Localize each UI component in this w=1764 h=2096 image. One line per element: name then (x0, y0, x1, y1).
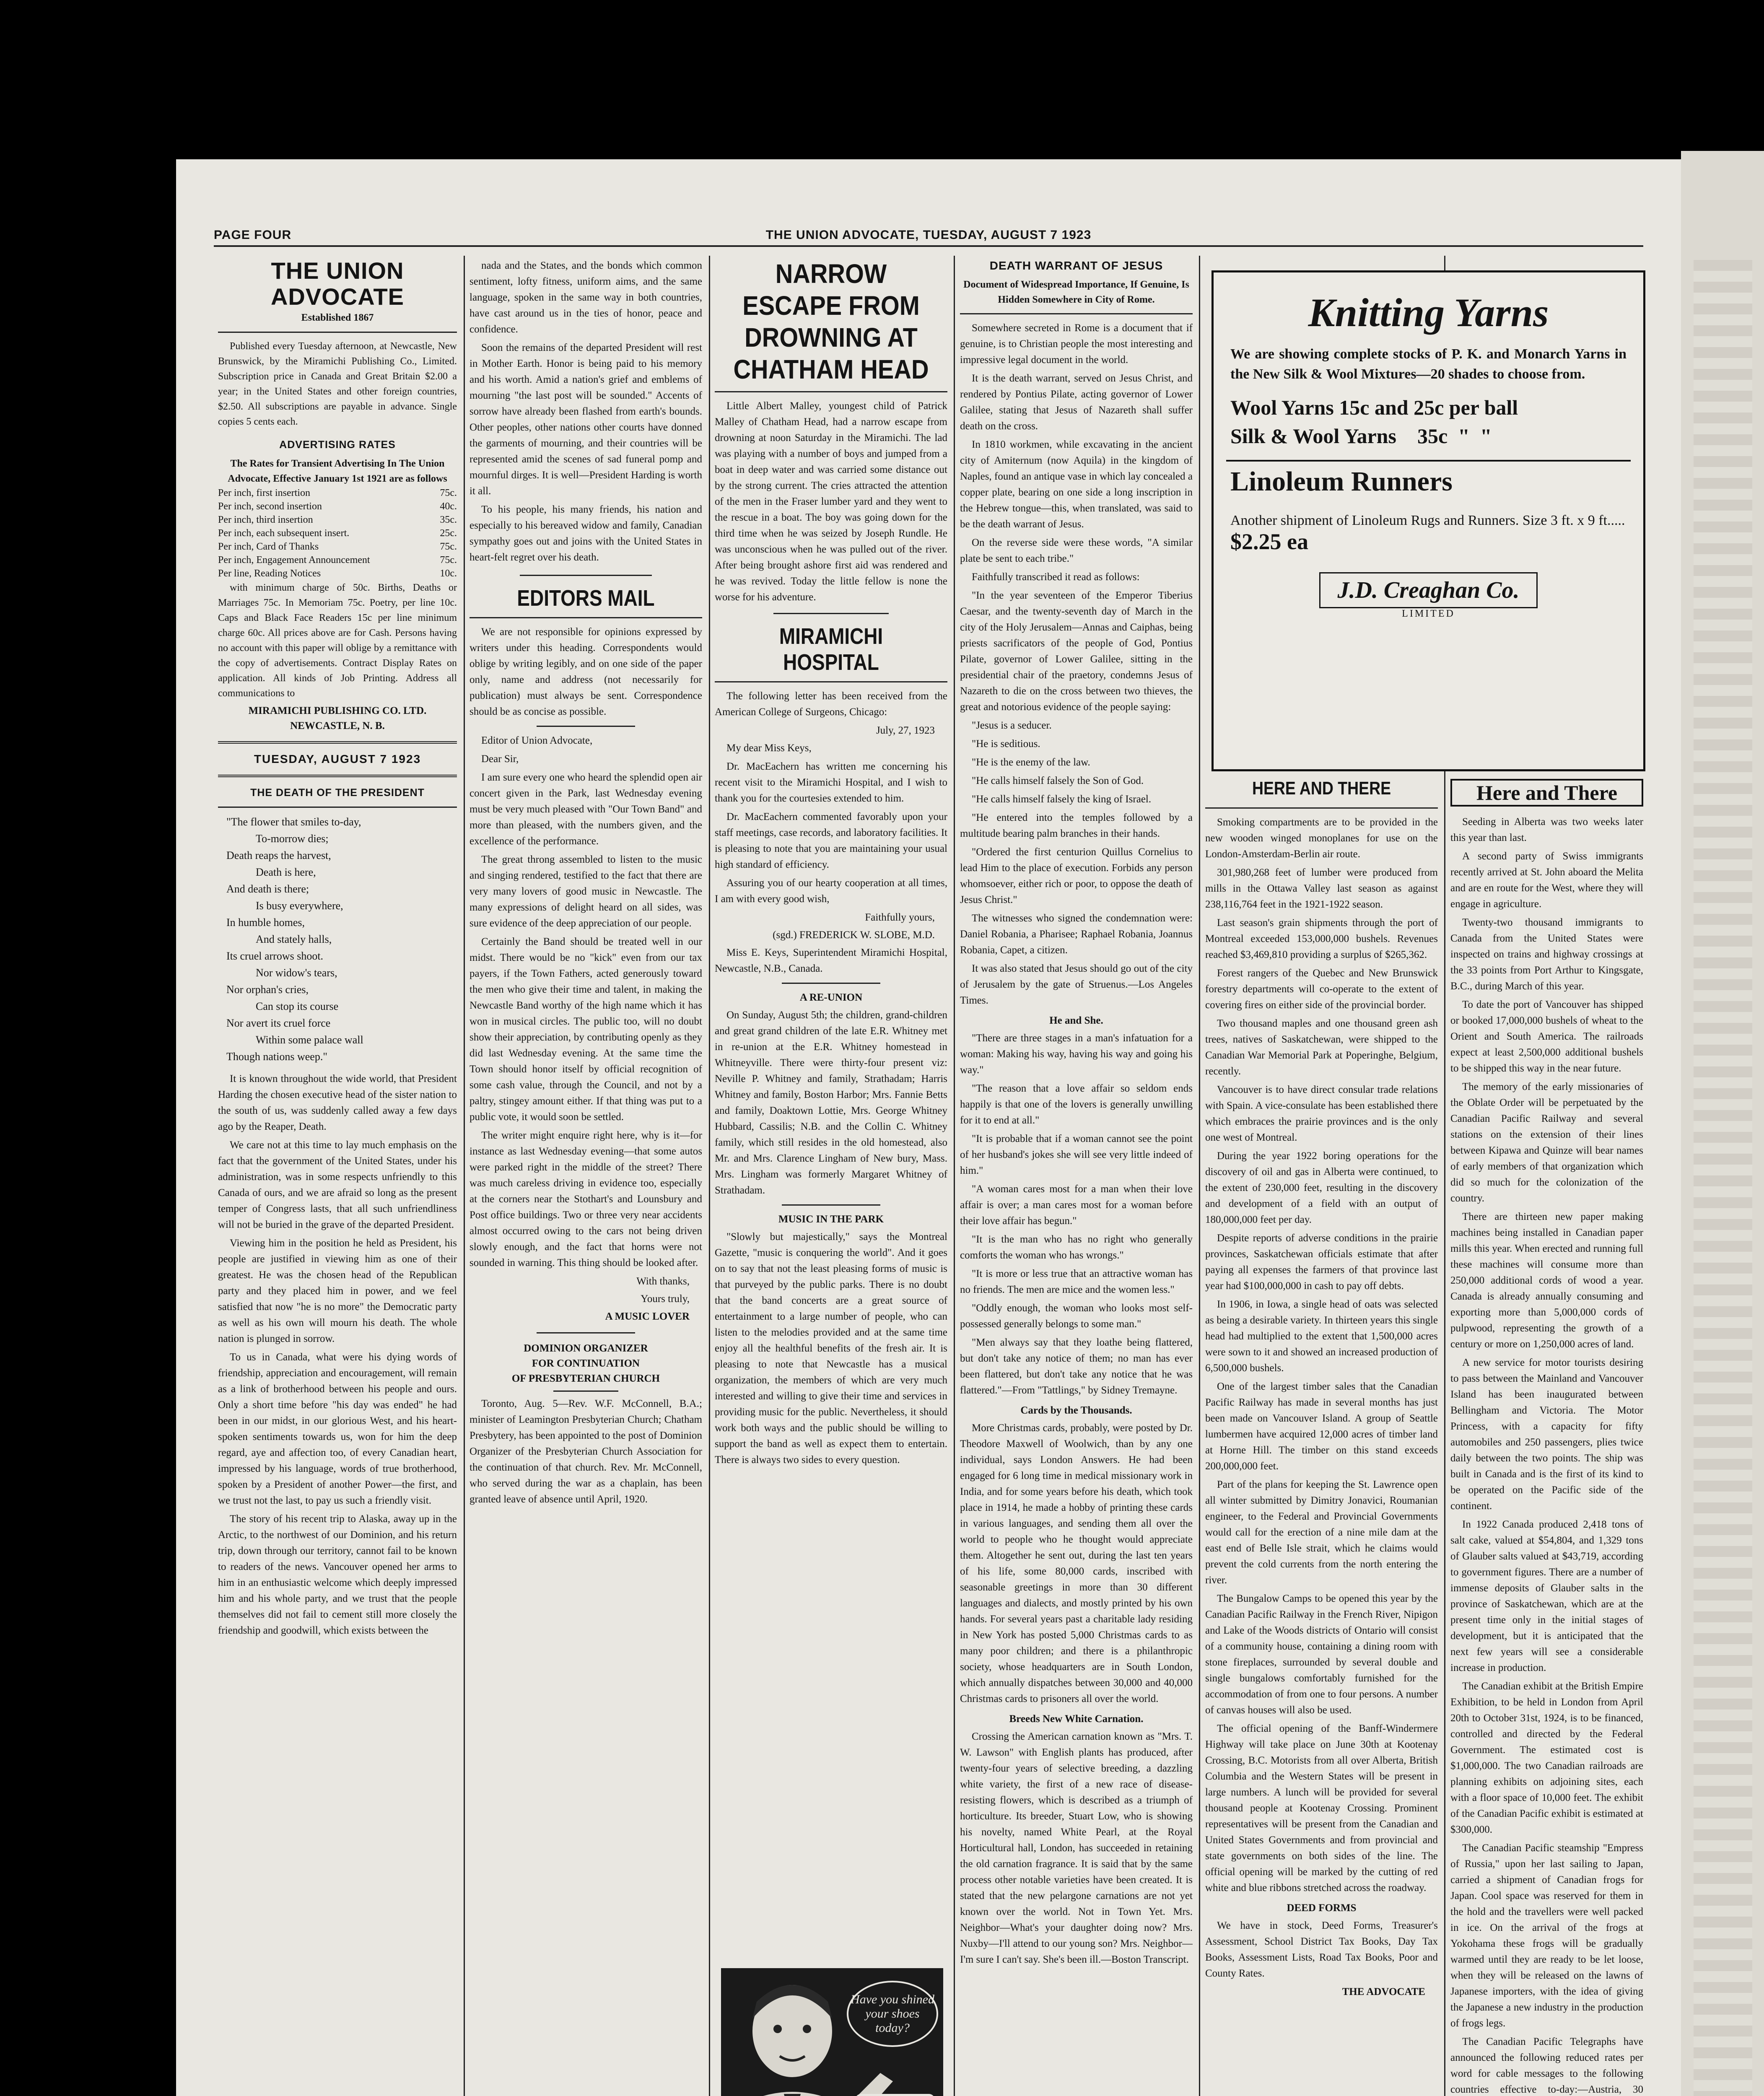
page-number: PAGE FOUR (214, 228, 292, 242)
warrant-paragraph: "He entered into the temples followed by a multitude bearing palm branches in their hands. (960, 812, 1193, 839)
death-warrant-title: DEATH WARRANT OF JESUS (989, 259, 1163, 272)
organizer-title-3: OF PRESBYTERIAN CHURCH (511, 1373, 660, 1384)
he-she-paragraph: "The reason that a love affair so seldom ends happily is that one of the lovers is generally unwilling for it to end at all." (960, 1083, 1193, 1126)
poem-line: Nor avert its cruel force (226, 1017, 331, 1029)
column-2 (470, 258, 702, 2096)
knitting-yarns-ad (1211, 270, 1645, 771)
narrow-escape-title: NARROW ESCAPE FROM DROWNING AT CHATHAM HEAD (733, 259, 929, 384)
cards-title: Cards by the Thousands. (1020, 1405, 1132, 1416)
shoe-question: Have you shined your shoes today? (847, 1981, 938, 2047)
rate-row (218, 527, 457, 540)
polish-tin (855, 2094, 935, 2096)
rate-row (218, 513, 457, 527)
death-paragraph: Soon the remains of the departed President will rest in Mother Earth. Honor is being paid to his memory and his worth. Amid a nation's grief and emblems of mourning "the last post will be sounded." Accents of sorrow have already been flashed from earth's bounds. Other peoples, other nations other courts have donned the garments of mourning, and their countries will be represented amid the scenes of sad funeral pomp and mournful dirges. It is well—President Harding is worth it all. (470, 342, 702, 497)
death-article-title: THE DEATH OF THE PRESIDENT (250, 787, 425, 799)
rate-row (218, 500, 457, 513)
rate-row (218, 540, 457, 553)
he-she-title: He and She. (1049, 1015, 1103, 1026)
letter-paragraph: The great throng assembled to listen to the music and singing rendered, testified to the fact that there are very many lovers of good music in Newcastle. The many expressions of delight heard on all sides, was sure evidence of the deep appreciation of our people. (470, 854, 702, 929)
death-article-continued (470, 258, 702, 566)
he-she-paragraph: "It is the man who has no right who generally comforts the woman who has wrongs." (960, 1234, 1193, 1261)
column-6 (1450, 776, 1643, 2096)
divider (553, 1390, 618, 1392)
masthead-established: Established 1867 (301, 312, 374, 323)
poem-line: Is busy everywhere, (256, 900, 343, 912)
divider (520, 575, 652, 576)
masthead-intro: Published every Tuesday afternoon, at Newcastle, New Brunswick, by the Miramichi Publishing Co., Limited. Subscription price in Canada and Great Britain $2.00 a year; in the United States and other foreign countries, $2.50. All subscriptions are payable in advance. Single copies 5 cents each. (218, 341, 457, 427)
here-and-there-item: The Canadian Pacific Telegraphs have announced the following reduced rates per word for cable messages to the following countries effective to-day:—Austria, 30 (1450, 2036, 1643, 2095)
warrant-paragraph: Faithfully transcribed it read as follows: (972, 571, 1140, 583)
letter-signed: A MUSIC LOVER (605, 1311, 690, 1322)
rate-item: Per inch, second insertion (218, 501, 322, 512)
warrant-paragraph: "Jesus is a seducer. (972, 720, 1052, 731)
warrant-paragraph: "Ordered the first centurion Quillus Cornelius to lead Him to the place of execution. Forbids any person whomsoever, either rich or poor, to oppose the death of Jesus Christ." (960, 846, 1193, 905)
knitting-title: Knitting Yarns (1308, 290, 1549, 335)
hospital-address: Miss E. Keys, Superintendent Miramichi Hospital, Newcastle, N.B., Canada. (715, 947, 947, 974)
yarn-price-line-1: Wool Yarns 15c and 25c per ball (1230, 396, 1518, 419)
here-there-item: The official opening of the Banff-Windermere Highway will take place on June 30th at Kootenay Crossing, B.C. Motorists from all over Alberta, British Columbia and the Western States will be present in large numbers. A lunch will be provided for several thousand people at Kootenay Crossing. Prominent representatives will be present from the Canadian and United States Governments and from provincial and state governments on both sides of the line. The official opening will be marked by the cutting of red white and blue ribbons stretched across the roadway. (1205, 1723, 1438, 1894)
adjacent-page-text (1694, 260, 1752, 2096)
warrant-paragraph: On the reverse side were these words, "A similar plate be sent to each tribe." (960, 537, 1193, 564)
here-and-there-box-title: Here and There (1450, 779, 1643, 807)
store-name: J.D. Creaghan Co. (1319, 572, 1537, 608)
warrant-paragraph: It is the death warrant, served on Jesus Christ, and rendered by Pontius Pilate, acting governor of Lower Galilee, stating that Jesus of Nazareth shall suffer death on the cross. (960, 373, 1193, 432)
divider (218, 807, 457, 808)
rates-tail: with minimum charge of 50c. Births, Deaths or Marriages 75c. In Memoriam 75c. Poetry, per line 10c. Caps and Black Face Readers 15c per line minimum charge 60c. All prices above are for Cash. Persons having no account with this paper will oblige by a remittance with the copy of advertisements. Contract Display Rates on application. All kinds of Job Printing. Address all communications to (218, 582, 457, 699)
here-there-item: One of the largest timber sales that the Canadian Pacific Railway has made in several months has just been made on Vancouver Island. A group of Seattle lumbermen have acquired 12,000 acres of timber land at Horne Hill. The timber on this stand exceeds 200,000,000 feet. (1205, 1381, 1438, 1472)
here-there-item: The Bungalow Camps to be opened this year by the Canadian Pacific Railway in the French River, Nipigon and Lake of the Woods districts of Ontario will consist of a community house, containing a dining room with stone fireplaces, surrounded by several double and single bungalows comfortably furnished for the accommodation of from one to four persons. A number of canvas houses will also be used. (1205, 1593, 1438, 1716)
letter-body (470, 770, 702, 1271)
he-she-paragraph: "Men always say that they loathe being flattered, but don't take any notice of them; no man has ever been flattered, but don't take any notice that he was flattered."—From "Tattlings," by Sidney Tremayne. (960, 1337, 1193, 1396)
header-title: THE UNION ADVOCATE, TUESDAY, AUGUST 7 1923 (765, 228, 1092, 242)
poem-line: And stately halls, (256, 933, 332, 945)
rate-price: 75c. (440, 541, 457, 552)
hospital-body (715, 759, 947, 907)
organizer-text: Toronto, Aug. 5—Rev. W.F. McConnell, B.A.; minister of Leamington Presbyterian Church; Chatham Presbytery, has been appointed to the post of Dominion Organizer of the Presbyterian Church Association for the continuation of that church. Rev. Mr. McConnell, who served during the war as a chaplain, has been granted leave of absence until April, 1920. (470, 1398, 702, 1505)
poem-line: Within some palace wall (256, 1034, 363, 1046)
he-she-paragraph: "There are three stages in a man's infatuation for a woman: Making his way, having his way and going his way." (960, 1032, 1193, 1076)
rate-item: Per inch, third insertion (218, 514, 313, 525)
rate-item: Per inch, each subsequent insert. (218, 528, 350, 539)
divider (773, 613, 889, 614)
warrant-paragraph: "He is seditious. (972, 738, 1040, 750)
newspaper-page (176, 159, 1681, 2096)
divider (1205, 807, 1438, 809)
here-there-item: During the year 1922 boring operations for the discovery of oil and gas in Alberta were continued, to the extent of 230,000 feet, resulting in the discovery and development of a field with an output of 180,000,000 feet per day. (1205, 1150, 1438, 1225)
shoe-polish-ad (721, 1968, 943, 2096)
store-signature (1214, 572, 1643, 620)
rate-price: 35c. (440, 514, 457, 525)
column-3 (715, 258, 947, 2096)
death-poem (218, 814, 457, 1065)
here-and-there-item: The Canadian Pacific steamship "Empress of Russia," upon her last sailing to Japan, carried a shipment of Canadian frogs for Japan. Cool space was reserved for them in the hold and the travellers were well packed in ice. On the arrival of the frogs at Yokohama these frogs will be gradually warmed until they are ready to be let loose, when they will be released on the lawns of Japanese importers, with the idea of giving the Japanese a new industry in the production of frogs legs. (1450, 1842, 1643, 2029)
divider (218, 332, 457, 333)
music-park-title: MUSIC IN THE PARK (778, 1214, 884, 1225)
poem-line: In humble homes, (226, 916, 305, 929)
death-warrant-sub: Document of Widespread Importance, If Genuine, Is Hidden Somewhere in City of Rome. (963, 279, 1189, 305)
column-4 (960, 258, 1193, 2096)
knitting-text: We are showing complete stocks of P. K. and Monarch Yarns in the New Silk & Wool Mixtures—20 shades to choose from. (1230, 346, 1627, 382)
hospital-date: July, 27, 1923 (876, 725, 935, 736)
hospital-title: MIRAMICHI HOSPITAL (779, 624, 883, 675)
cards-text: More Christmas cards, probably, were posted by Dr. Theodore Maxwell of Woolwich, than by any one individual, says London Answers. He had been engaged for 6 long time in medical missionary work in India, and for some years before his death, which took place in 1914, he made a hobby of printing these cards in various languages, and sending them all over the world to people who he thought would appreciate them. Altogether he sent out, during the last ten years of his life, some 80,000 cards, inscribed with seasonable greetings in more than 30 different languages and dialects, and mostly printed by his own hands. For several years past a charitable lady residing in New York has posted 5,000 Christmas cards to as many poor children; and there is a philanthropic society, whose headquarters are in South London, which annually dispatches between 30,000 and 40,000 Christmas cards to prisoners all over the world. (960, 1422, 1193, 1704)
yarn-price-line-2: Silk & Wool Yarns 35c " " (1230, 424, 1492, 448)
warrant-paragraph: Somewhere secreted in Rome is a document that if genuine, is to Christian people the most interesting and impressive legal document in the world. (960, 322, 1193, 366)
publisher-name: MIRAMICHI PUBLISHING CO. LTD. (248, 705, 427, 716)
header-rule (214, 245, 1643, 247)
here-and-there-body (1450, 814, 1643, 2096)
warrant-paragraph: "He is the enemy of the law. (972, 757, 1090, 768)
letter-paragraph: I am sure every one who heard the splendid open air concert given in the Park, last Wednesday evening must be very much pleased with "Our Town Band" and more than pleased, with the numbers given, and the excellence of the performance. (470, 772, 702, 847)
divider (715, 681, 947, 682)
rates-intro: The Rates for Transient Advertising In The Union Advocate, Effective January 1st 1921 are as follows (228, 458, 447, 484)
here-and-there-item: In 1922 Canada produced 2,418 tons of salt cake, valued at $54,804, and 1,329 tons of Glauber salts valued at $43,719, according to government figures. There are a number of immense deposits of Glauber salts in the province of Saskatchewan, which are at the present time only in the initial stages of development, but it is anticipated that the next few years will see a considerable increase in production. (1450, 1519, 1643, 1673)
rate-item: Per inch, Card of Thanks (218, 541, 319, 552)
poem-line: Death is here, (256, 866, 316, 878)
death-paragraph: To his people, his many friends, his nation and especially to his bereaved widow and family, Canadian sympathy goes out and joins with the United States in heart-felt regret over his death. (470, 504, 702, 563)
he-she-paragraph: "A woman cares most for a man when their love affair is over; a man cares most for a woman before their love affair has begun." (960, 1183, 1193, 1227)
divider (218, 775, 457, 777)
carnation-text: Crossing the American carnation known as "Mrs. T. W. Lawson" with English plants has produced, after twenty-four years of selective breeding, a dazzling white variety, the first of a new race of disease-resisting flowers, which is described as a triumph of horticulture. Its breeder, Stuart Low, who is showing his novelty, named White Pearl, at the Royal Horticultural hall, London, has succeeded in retaining the old carnation fragrance. It is said that by the same process other notable varieties have been created. It is stated that the new pelargone carnations are not yet known over the world. Not in Town Yet. Mrs. Neighbor—What's your daughter doing now? Mrs. Nuxby—I'll attend to our young son? Mrs. Neighbor—I'm sure I can't say. She's been ill.—Boston Transcript. (960, 1731, 1193, 1965)
death-paragraph: nada and the States, and the bonds which common sentiment, lofty fitness, uniform aims, and the same language, spoken in the same way in both countries, have cast around us in the ties of honor, peace and confidence. (470, 260, 702, 335)
he-she-body (960, 1030, 1193, 1398)
organizer-title: DOMINION ORGANIZER (524, 1343, 648, 1354)
warrant-paragraph: In 1810 workmen, while excavating in the ancient city of Amiternum (now Aquila) in the kingdom of Naples, found an antique vase in which lay concealed a copper plate, bearing on one side a long inscription in the Hebrew tongue—this, when translated, was said to be the death warrant of Jesus. (960, 439, 1193, 530)
reunion-text: On Sunday, August 5th; the children, grand-children and great grand children of the late E.R. Whitney met in re-union at the E.R. Whitney homestead in Whitneyville. There were thirty-four present viz: Neville P. Whitney and family, Strathadam; Harris Whitney and family, Boston Harbor; Mrs. Fannie Betts and family, Doaktown Lottie, Mrs. George Whitney Hubbard, Cassilis; N.B. and the Collin C. Whitney family, which still resides in the old homestead, also Mr. and Mrs. Clarence Lingham of New bury, Mass. Mrs. Lingham was formerly Margaret Whitney of Strathadam. (715, 1009, 947, 1196)
divider (218, 741, 457, 744)
death-warrant-body (960, 320, 1193, 1009)
here-there-item: Last season's grain shipments through the port of Montreal exceeded 153,000,000 bushels. Revenues reached $3,469,810 providing a surplus of $265,362. (1205, 917, 1438, 960)
deed-forms-title: DEED FORMS (1287, 1902, 1357, 1914)
death-paragraph: Viewing him in the position he held as President, his people are justified in viewing him as one of their greatest. He was the chosen head of the Republican party and they placed him in power, and we feel satisfied that now "he is no more" the Democratic party as well as his own will mourn his death. The whole nation is plunged in sorrow. (218, 1237, 457, 1344)
divider (715, 391, 947, 392)
poem-line: And death is there; (226, 883, 309, 895)
hospital-paragraph: Assuring you of our hearty cooperation at all times, I am with every good wish, (715, 877, 947, 905)
poem-line: Nor orphan's cries, (226, 983, 309, 996)
rate-price: 40c. (440, 501, 457, 512)
divider (470, 617, 702, 618)
hospital-dear: My dear Miss Keys, (726, 742, 812, 754)
hospital-intro: The following letter has been received from the American College of Surgeons, Chicago: (715, 690, 947, 718)
hospital-paragraph: Dr. MacEachern commented favorably upon your staff meetings, case records, and laboratory facilities. It is pleasing to note that you are maintaining your usual high standard of efficiency. (715, 811, 947, 870)
divider (537, 1332, 635, 1333)
divider (960, 313, 1193, 314)
divider (1226, 460, 1631, 462)
rates-title: ADVERTISING RATES (279, 439, 396, 451)
music-park-text: "Slowly but majestically," says the Montreal Gazette, "music is conquering the world". And it goes on to say that not the least pleasing forms of music is that purveyed by the public parks. There is no doubt that the band concerts are a great source of entertainment to a large number of people, who can listen to the melodies provided and at the same time enjoy all the healthful benefits of the fresh air. It is pleasing to note that Newcastle has a musical organization, the members of which are very much interested and willing to give their time and services in providing music for the public. Nevertheless, it should work both ways and the public should be willing to support the band as well as expect them to entertain. There is always two sides to every question. (715, 1231, 947, 1466)
linoleum-price: $2.25 ea (1230, 529, 1308, 554)
here-there-item: In 1906, in Iowa, a single head of oats was selected as being a desirable variety. In thirteen years this single head had multiplied to the extent that 1,500,000 acres were sown to it and showed an increased production of 6,500,000 bushels. (1205, 1299, 1438, 1374)
linoleum-text (1214, 498, 1643, 555)
publisher-place: NEWCASTLE, N. B. (290, 720, 385, 732)
he-she-paragraph: "It is probable that if a woman cannot see the point of her husband's jokes she will see very little indeed of him." (960, 1133, 1193, 1176)
here-and-there-item: A new service for motor tourists desiring to pass between the Mainland and Vancouver Island has been inaugurated between Bellingham and Victoria. The Motor Princess, with a capacity for fifty automobiles and 250 passengers, plies twice daily between the two points. The ship was built in Canada and is the first of its kind to be operated on the Pacific side of the continent. (1450, 1357, 1643, 1512)
here-and-there-item: A second party of Swiss immigrants recently arrived at St. John aboard the Melita and are en route for the West, where they will engage in agriculture. (1450, 851, 1643, 910)
death-paragraph: To us in Canada, what were his dying words of friendship, appreciation and encouragement, will remain as a link of brotherhood between his people and ours. Only a short time before "his day was ended" he had been in our midst, in our glorious West, and his heart-spoken sentiments towards us, won for him the deep regard, aye and affection too, of every Canadian heart, impressed by his language, words of true brotherhood, spoken by a President of another Power—the first, and we trust not the last, to pay us such a friendly visit. (218, 1352, 457, 1506)
divider (782, 1204, 880, 1206)
letter-yours: Yours truly, (641, 1293, 690, 1305)
rate-price: 75c. (440, 555, 457, 566)
rate-price: 10c. (440, 568, 457, 579)
here-and-there-item: Seeding in Alberta was two weeks later this year than last. (1450, 816, 1643, 843)
rate-row (218, 567, 457, 580)
column-rule (709, 256, 710, 2096)
poem-line: Can stop its course (256, 1000, 339, 1012)
deed-forms-text: We have in stock, Deed Forms, Treasurer's Assessment, School District Tax Books, Day Tax Books, Assessment Lists, Road Tax Books, Poor and County Rates. (1205, 1920, 1438, 1979)
death-paragraph: The story of his recent trip to Alaska, away up in the Arctic, to the northwest of our Dominion, and his return trip, down through our territory, cannot fail to be known to readers of the news. Vancouver opened her arms to him in an enthusiastic welcome which deeply impressed him and his whole party, and we trust that the people themselves did not fail to cement still more closely the friendship and goodwill, which exists between the (218, 1513, 457, 1636)
linoleum-title: Linoleum Runners (1230, 466, 1453, 497)
rate-item: Per inch, Engagement Announcement (218, 555, 370, 566)
he-she-paragraph: "Oddly enough, the woman who looks most self-possessed generally belongs to some man." (960, 1302, 1193, 1330)
here-there-item: Forest rangers of the Quebec and New Brunswick forestry departments will co-operate to the extent of covering fires on either side of the provincial border. (1205, 968, 1438, 1011)
divider (537, 726, 635, 727)
hospital-signed: (sgd.) FREDERICK W. SLOBE, M.D. (773, 929, 935, 941)
adjacent-page-edge (1681, 151, 1764, 2096)
here-there-item: Two thousand maples and one thousand green ash trees, natives of Saskatchewan, were shipped to the Canadian War Memorial Park at Poperinghe, Belgium, recently. (1205, 1018, 1438, 1077)
here-there-item: Vancouver is to have direct consular trade relations with Spain. A vice-consulate has been established there which embraces the prairie provinces and is the only one west of Montreal. (1205, 1084, 1438, 1143)
rates-list (218, 486, 457, 580)
here-and-there-item: To date the port of Vancouver has shipped or booked 17,000,000 bushels of wheat to the Orient and South America. The railroads expect at least 2,500,000 additional bushels to be shipped this way in the near future. (1450, 999, 1643, 1074)
poem-line: "The flower that smiles to-day, (226, 816, 361, 828)
here-there-title: HERE AND THERE (1252, 778, 1391, 799)
masthead-title: THE UNION ADVOCATE (270, 258, 405, 310)
poem-line: Death reaps the harvest, (226, 849, 331, 861)
warrant-paragraph: "In the year seventeen of the Emperor Tiberius Caesar, and the twenty-seventh day of March in the city of the Holy Jerusalem—Annas and Caiphas, being priests sacrificators of the people of God, Pontius Pilate, governor of Lower Galilee, sitting in the presidential chair of the praetory, condemns Jesus of Nazareth to die on the cross between two thieves, the great and notorious evidence of the people saying: (960, 590, 1193, 713)
here-there-item: Despite reports of adverse conditions in the prairie provinces, Saskatchewan officials estimate that after paying all expenses the farmers of that province last year had $100,000,000 in cash to pay off debts. (1205, 1232, 1438, 1292)
rate-row (218, 553, 457, 567)
organizer-title-2: FOR CONTINUATION (532, 1358, 640, 1369)
rate-price: 75c. (440, 488, 457, 498)
letter-closing: With thanks, (636, 1276, 690, 1287)
letter-paragraph: Certainly the Band should be treated well in our midst. There would be no "kick" even from our tax payers, if the Town Fathers, acted generously toward the men who give their time and talent, in making the Newcastle Band worthy of the high name which it has won in musical circles. The public too, will no doubt show their appreciation, by contributing openly as they did last Wednesday evening. At the same time the Town should honor itself by official recognition of some cash value, through the Council, and not by a paltry, stingey amount either. If that thing was put to a public vote, it would soon be settled. (470, 936, 702, 1123)
poem-line: To-morrow dies; (256, 833, 329, 845)
here-there-item: Part of the plans for keeping the St. Lawrence open all winter submitted by Dimitry Jonavici, Roumanian engineer, to the Federal and Provincial Governments would call for the erection of a nine mile dam at the east end of Belle Isle strait, which he claims would prevent the cold currents from the north entering the river. (1205, 1479, 1438, 1586)
letter-paragraph: The writer might enquire right here, why is it—for instance as last Wednesday evening—that some autos were parked right in the middle of the street? There was much careless driving in evidence too, especially at the corners near the Stothart's and Lounsbury and Post office buildings. Two or three very near accidents almost occurred owing to the cars not being driven slowly enough, and the fact that horns were not sounded in warning. This thing should be looked after. (470, 1130, 702, 1268)
poem-line: Nor widow's tears, (256, 967, 337, 979)
editors-mail-title: EDITORS MAIL (517, 586, 655, 611)
here-there-item: 301,980,268 feet of lumber were produced from mills in the Ottawa Valley last season as against 238,116,764 feet in the 1921-1922 season. (1205, 867, 1438, 910)
letter-salutation: Editor of Union Advocate, (481, 735, 593, 746)
carnation-title: Breeds New White Carnation. (1009, 1713, 1144, 1725)
poem-line: Its cruel arrows shoot. (226, 950, 324, 962)
letter-dear: Dear Sir, (481, 753, 519, 765)
here-and-there-item: Twenty-two thousand immigrants to Canada from the United States were inspected on trains and highway crossings at the 33 points from Port Arthur to Kingsgate, B.C., during March of this year. (1450, 917, 1643, 992)
store-sub: LIMITED (1402, 608, 1455, 619)
rate-item: Per inch, first insertion (218, 488, 310, 498)
warrant-paragraph: "He calls himself falsely the king of Israel. (972, 794, 1152, 805)
column-5 (1205, 776, 1438, 2096)
column-rule (954, 256, 955, 2096)
here-there-body (1205, 815, 1438, 1896)
divider (782, 983, 880, 984)
column-1 (218, 258, 457, 2096)
page-header (214, 222, 1643, 242)
editors-mail-disclaimer: We are not responsible for opinions expressed by writers under this heading. Correspondents would oblige by writing legibly, and on one side of the paper only, name and address (not necessarily for publication) must always be sent. Correspondence should be as concise as possible. (470, 626, 702, 717)
here-and-there-item: The memory of the early missionaries of the Oblate Order will be perpetuated by the Canadian Pacific Railway and several stations on the extension of their lines between Kipawa and Quinze will bear names of early members of that organization which did so much for the colonization of the country. (1450, 1081, 1643, 1204)
warrant-paragraph: The witnesses who signed the condemnation were: Daniel Robania, a Pharisee; Raphael Robania, Joannus Robania, Capet, a citizen. (960, 913, 1193, 956)
hospital-closing: Faithfully yours, (865, 912, 935, 923)
death-paragraph: It is known throughout the wide world, that President Harding the chosen executive head of the sister nation to the south of us, was suddenly called away a few days ago by the Reaper, Death. (218, 1073, 457, 1132)
linoleum-desc: Another shipment of Linoleum Rugs and Runners. Size 3 ft. x 9 ft..... (1230, 513, 1625, 528)
column-rule (1199, 256, 1200, 2096)
rate-item: Per line, Reading Notices (218, 568, 321, 579)
warrant-paragraph: It was also stated that Jesus should go out of the city of Jerusalem by the gate of Struenus.—Los Angeles Times. (960, 963, 1193, 1006)
warrant-paragraph: "He calls himself falsely the Son of God. (972, 775, 1144, 786)
death-paragraph: We care not at this time to lay much emphasis on the fact that the government of the United States, under his administration, was in some respects unfriendly to this Canada of ours, and we are afraid so long as the present temper of Congress lasts, that all such unfriendliness will not be buried in the grave of the departed President. (218, 1139, 457, 1230)
he-she-paragraph: "It is more or less true that an attractive woman has no friends. The men are mice and the women less." (960, 1268, 1193, 1295)
rate-row (218, 486, 457, 500)
here-and-there-item: There are thirteen new paper making machines being installed in Canadian paper mills this year. When erected and running full these machines will consume more than 250,000 additional cords of wood a year. Canada is already annually consuming and exporting more than 5,000,000 cords of pulpwood, representing the growth of a century or more on 1,250,000 acres of land. (1450, 1211, 1643, 1350)
death-article-body (218, 1071, 457, 1639)
column-rule (464, 256, 465, 2096)
narrow-escape-text: Little Albert Malley, youngest child of Patrick Malley of Chatham Head, had a narrow escape from drowning at noon Saturday in the Miramichi. The lad was playing with a number of boys and jumped from a boat in deep water and was carried some distance out by the strong current. The cries attracted the attention of the men in the Fraser lumber yard and they went to the rescue in a boat. The boy was going down for the third time when he was seized by Joseph Rundle. He was unconscious when he was pulled out of the river. After being brought ashore first aid was rendered and he was revived. Today the little fellow is none the worse for his adventure. (715, 400, 947, 603)
here-there-item: Smoking compartments are to be provided in the new wooden winged monoplanes for use on the London-Amsterdam-Berlin air route. (1205, 817, 1438, 860)
poem-line: Though nations weep." (226, 1051, 327, 1063)
here-and-there-item: The Canadian exhibit at the British Empire Exhibition, to be held in London from April 20th to October 31st, 1924, is to be financed, controlled and directed by the Federal Government. The estimated cost is $1,000,000. The two Canadian railroads are planning exhibits on adjoining sites, each with a floor space of 10,000 feet. The exhibit of the Canadian Pacific exhibit is estimated at $300,000. (1450, 1681, 1643, 1835)
reunion-title: A RE-UNION (799, 992, 863, 1003)
rate-price: 25c. (440, 528, 457, 539)
hospital-paragraph: Dr. MacEachern has written me concerning his recent visit to the Miramichi Hospital, and I wish to thank you for the courtesies extended to him. (715, 761, 947, 804)
issue-dateline: TUESDAY, AUGUST 7 1923 (254, 752, 421, 765)
deed-forms-sign: THE ADVOCATE (1342, 1986, 1425, 1997)
